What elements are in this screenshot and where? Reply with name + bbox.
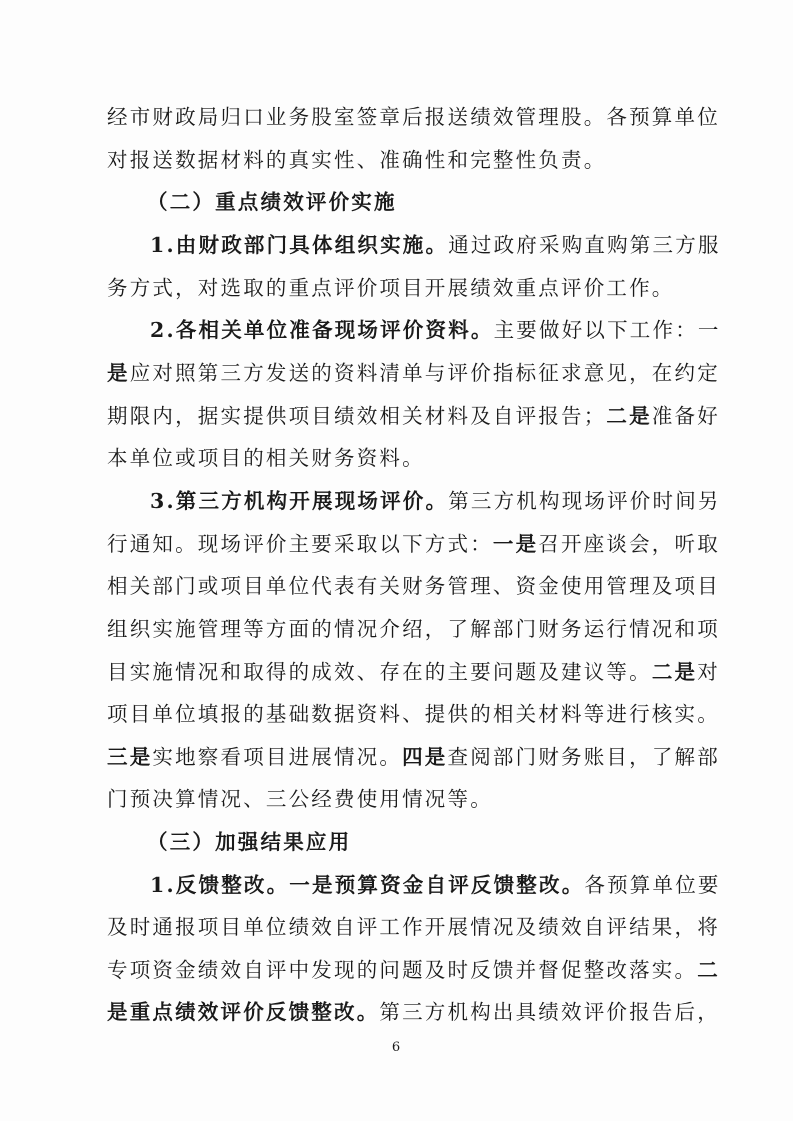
bold-text-segment: 1.由财政部门具体组织实施。 xyxy=(150,233,449,257)
text-line xyxy=(107,103,720,131)
bold-text-segment: 二是 xyxy=(606,404,652,428)
bold-text-segment: 2.各相关单位准备现场评价资料。 xyxy=(150,318,494,342)
text-line xyxy=(107,658,720,686)
bold-text-segment: 三是 xyxy=(107,745,153,769)
text-line xyxy=(107,913,720,941)
text-line xyxy=(107,359,720,387)
bold-text-segment: 二 xyxy=(697,958,720,982)
text-line xyxy=(150,231,730,259)
text-line xyxy=(107,530,720,558)
bold-text-segment: 二是 xyxy=(651,660,698,684)
text-line xyxy=(107,956,720,984)
text-line xyxy=(107,615,720,643)
text-segment: 期限内，据实提供项目绩效相关材料及自评报告； xyxy=(107,404,607,428)
text-segment: 行通知。现场评价主要采取以下方式： xyxy=(107,532,493,556)
text-segment: 实地察看项目进展情况。 xyxy=(152,745,403,769)
text-segment: 门预决算情况、三公经费使用情况等。 xyxy=(107,787,493,811)
text-segment: 查阅部门财务账目，了解部 xyxy=(447,745,720,769)
bold-text-segment: 四是 xyxy=(402,745,448,769)
bold-text-segment: 是重点绩效评价反馈整改。 xyxy=(107,1000,380,1024)
bold-text-segment: 一是 xyxy=(492,532,539,556)
text-line xyxy=(107,785,687,813)
bold-text-segment: （二）重点绩效评价实施 xyxy=(147,190,397,214)
text-segment: 及时通报项目单位绩效自评工作开展情况及绩效自评结果，将 xyxy=(107,915,720,939)
text-line xyxy=(107,274,687,302)
text-segment: 相关部门或项目单位代表有关财务管理、资金使用管理及项目 xyxy=(107,574,720,598)
text-segment: 对报送数据材料的真实性、准确性和完整性负责。 xyxy=(107,148,607,172)
text-line xyxy=(107,402,720,430)
text-line xyxy=(107,444,687,472)
text-segment: 项目单位填报的基础数据资料、提供的相关材料等进行核实。 xyxy=(107,702,720,726)
text-segment: 各预算单位要 xyxy=(584,873,721,897)
text-line xyxy=(147,188,727,216)
text-segment: 通过政府采购直购第三方服 xyxy=(448,233,721,257)
bold-text-segment: 3.第三方机构开展现场评价。 xyxy=(150,489,449,513)
text-segment: 组织实施管理等方面的情况介绍，了解部门财务运行情况和项 xyxy=(107,617,720,641)
text-line xyxy=(147,828,727,856)
bold-text-segment: 是 xyxy=(107,361,130,385)
bold-text-segment: 1.反馈整改。一是预算资金自评反馈整改。 xyxy=(150,873,585,897)
text-line xyxy=(107,146,687,174)
text-segment: 本单位或项目的相关财务资料。 xyxy=(107,446,425,470)
text-line xyxy=(150,316,730,344)
text-line xyxy=(107,572,720,600)
text-segment: 准备好 xyxy=(651,404,720,428)
text-segment: 主要做好以下工作：一 xyxy=(493,318,721,342)
text-line xyxy=(107,998,720,1026)
text-segment: 务方式，对选取的重点评价项目开展绩效重点评价工作。 xyxy=(107,276,675,300)
page-number: 6 xyxy=(391,1040,401,1055)
text-segment: 专项资金绩效自评中发现的问题及时反馈并督促整改落实。 xyxy=(107,958,698,982)
text-segment: 目实施情况和取得的成效、存在的主要问题及建议等。 xyxy=(107,660,652,684)
text-segment: 对 xyxy=(697,660,720,684)
text-line xyxy=(150,487,730,515)
text-segment: 经市财政局归口业务股室签章后报送绩效管理股。各预算单位 xyxy=(107,105,720,129)
text-line xyxy=(150,871,730,899)
text-segment: 召开座谈会，听取 xyxy=(538,532,720,556)
text-segment: 第三方机构现场评价时间另 xyxy=(448,489,721,513)
bold-text-segment: （三）加强结果应用 xyxy=(147,830,352,854)
text-segment: 应对照第三方发送的资料清单与评价指标征求意见，在约定 xyxy=(129,361,720,385)
text-segment: 第三方机构出具绩效评价报告后， xyxy=(379,1000,720,1024)
text-line xyxy=(107,700,720,728)
text-line xyxy=(107,743,720,771)
